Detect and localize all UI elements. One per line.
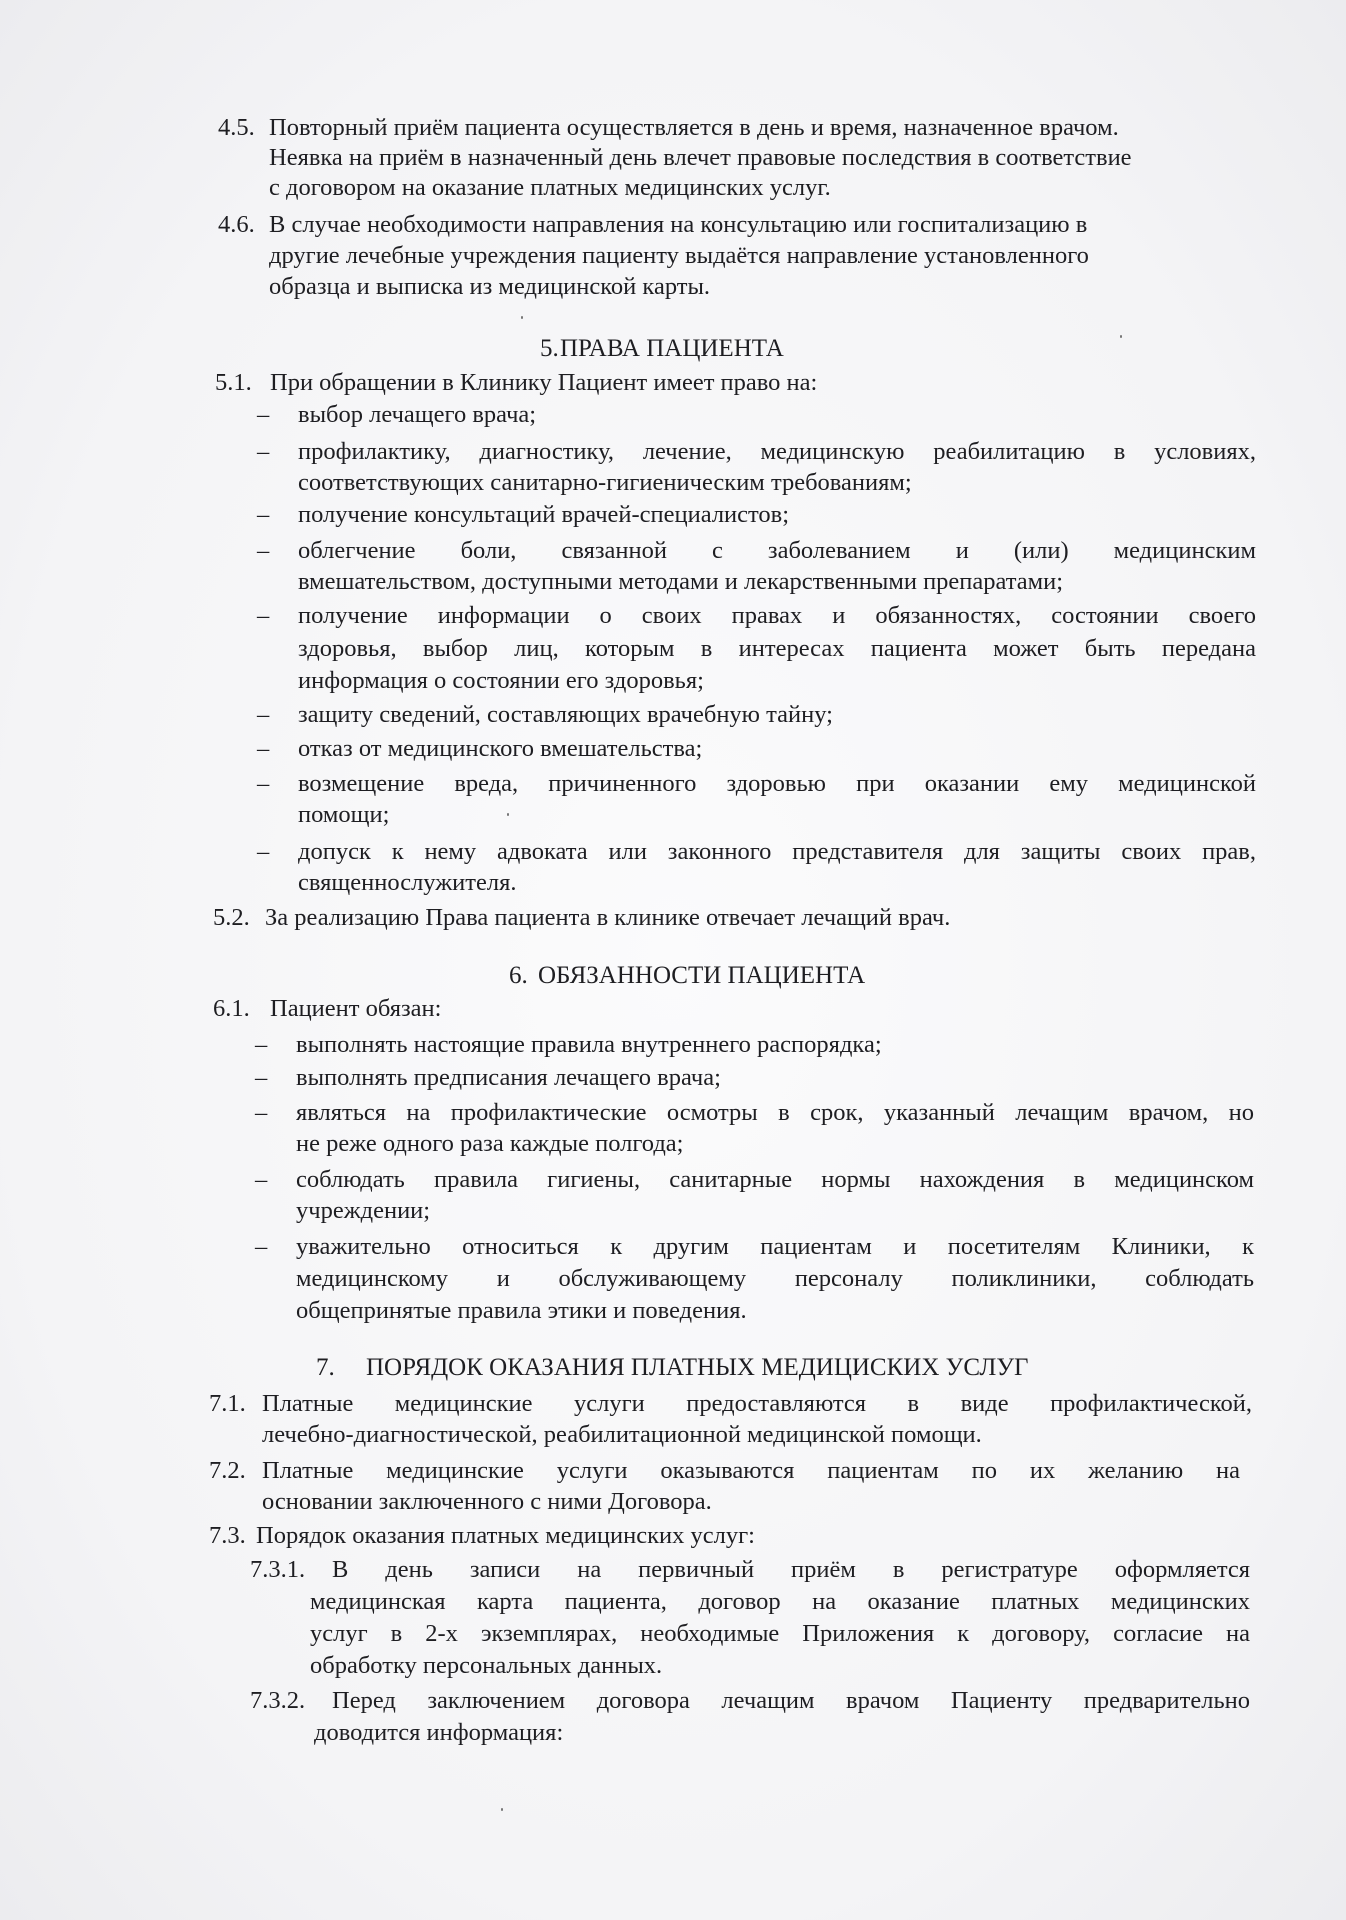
list-item: выполнять настоящие правила внутреннего распорядка; xyxy=(296,1031,882,1058)
clause-number: 7.3. xyxy=(209,1522,246,1549)
clause-text: За реализацию Права пациента в клинике отвечает лечащий врач. xyxy=(265,904,951,931)
clause-number: 4.6. xyxy=(218,211,255,238)
list-item: допуск к нему адвоката или законного представителя для защиты своих прав, xyxy=(298,838,1256,865)
list-item-continuation: вмешательством, доступными методами и лекарственными препаратами; xyxy=(298,568,1064,595)
section-title: ПРАВА ПАЦИЕНТА xyxy=(560,335,784,362)
clause-number: 7.2. xyxy=(209,1457,246,1484)
list-dash: – xyxy=(255,1233,268,1260)
list-item: являться на профилактические осмотры в срок, указанный лечащим врачом, но xyxy=(296,1099,1254,1126)
list-item-continuation: информация о состоянии его здоровья; xyxy=(298,667,704,694)
clause-number: 7.3.1. xyxy=(250,1556,306,1583)
list-item: получение информации о своих правах и обязанностях, состоянии своего xyxy=(298,602,1256,629)
clause-text: Неявка на приём в назначенный день влечет правовые последствия в соответствие xyxy=(269,144,1132,171)
list-item-continuation: соответствующих санитарно-гигиеническим требованиям; xyxy=(298,469,912,496)
clause-text: обработку персональных данных. xyxy=(310,1652,663,1679)
list-item: соблюдать правила гигиены, санитарные нормы нахождения в медицинском xyxy=(296,1166,1254,1193)
list-item-continuation: не реже одного раза каждые полгода; xyxy=(296,1130,684,1157)
clause-number: 5.2. xyxy=(213,904,250,931)
clause-text: Платные медицинские услуги оказываются пациентам по их желанию на xyxy=(262,1457,1240,1484)
list-dash: – xyxy=(257,770,270,797)
clause-text: При обращении в Клинику Пациент имеет право на: xyxy=(270,369,818,396)
list-dash: – xyxy=(255,1166,268,1193)
list-dash: – xyxy=(255,1064,268,1091)
list-dash: – xyxy=(257,537,270,564)
list-item: уважительно относиться к другим пациентам и посетителям Клиники, к xyxy=(296,1233,1254,1260)
clause-text: В день записи на первичный приём в регистратуре оформляется xyxy=(332,1556,1250,1583)
clause-text: с договором на оказание платных медицинских услуг. xyxy=(269,174,831,201)
scan-speck xyxy=(521,316,523,319)
list-item: возмещение вреда, причиненного здоровью при оказании ему медицинской xyxy=(298,770,1256,797)
clause-text: Платные медицинские услуги предоставляются в виде профилактической, xyxy=(262,1390,1252,1417)
list-dash: – xyxy=(257,701,270,728)
list-dash: – xyxy=(255,1099,268,1126)
section-title: ПОРЯДОК ОКАЗАНИЯ ПЛАТНЫХ МЕДИЦИСКИХ УСЛУГ xyxy=(366,1354,1029,1381)
clause-text: Порядок оказания платных медицинских услуг: xyxy=(256,1522,755,1549)
clause-text: услуг в 2-х экземплярах, необходимые Приложения к договору, согласие на xyxy=(310,1620,1250,1647)
clause-number: 7.1. xyxy=(209,1390,246,1417)
clause-text: В случае необходимости направления на консультацию или госпитализацию в xyxy=(269,211,1088,238)
clause-text: другие лечебные учреждения пациенту выдаётся направление установленного xyxy=(269,242,1089,269)
list-dash: – xyxy=(257,838,270,865)
list-item: получение консультаций врачей-специалистов; xyxy=(298,501,790,528)
list-item-continuation: общепринятые правила этики и поведения. xyxy=(296,1297,747,1324)
clause-text: образца и выписка из медицинской карты. xyxy=(269,273,711,300)
list-dash: – xyxy=(257,602,270,629)
list-item: защиту сведений, составляющих врачебную тайну; xyxy=(298,701,833,728)
list-item-continuation: священнослужителя. xyxy=(298,869,517,896)
list-item-continuation: здоровья, выбор лиц, которым в интересах пациента может быть передана xyxy=(298,635,1256,662)
clause-number: 5.1. xyxy=(215,369,252,396)
list-item: выбор лечащего врача; xyxy=(298,401,537,428)
list-item-continuation: учреждении; xyxy=(296,1197,431,1224)
list-dash: – xyxy=(255,1031,268,1058)
clause-text: лечебно-диагностической, реабилитационной медицинской помощи. xyxy=(262,1421,982,1448)
list-item-continuation: помощи; xyxy=(298,801,390,828)
clause-text: основании заключенного с ними Договора. xyxy=(262,1488,712,1515)
section-number: 7. xyxy=(316,1354,335,1381)
clause-text: Перед заключением договора лечащим врачом Пациенту предварительно xyxy=(332,1687,1250,1714)
scan-speck xyxy=(501,1808,503,1811)
list-item-continuation: медицинскому и обслуживающему персоналу поликлиники, соблюдать xyxy=(296,1265,1254,1292)
section-number: 6. xyxy=(509,962,528,989)
list-dash: – xyxy=(257,401,270,428)
clause-text: Повторный приём пациента осуществляется в день и время, назначенное врачом. xyxy=(269,114,1119,141)
scan-speck xyxy=(1120,335,1122,338)
section-number: 5. xyxy=(540,335,559,362)
clause-text: медицинская карта пациента, договор на оказание платных медицинских xyxy=(310,1588,1250,1615)
scan-speck xyxy=(507,813,509,816)
clause-number: 7.3.2. xyxy=(250,1687,306,1714)
section-title: ОБЯЗАННОСТИ ПАЦИЕНТА xyxy=(538,962,866,989)
list-item: профилактику, диагностику, лечение, медицинскую реабилитацию в условиях, xyxy=(298,438,1256,465)
list-dash: – xyxy=(257,501,270,528)
clause-number: 4.5. xyxy=(218,114,255,141)
list-dash: – xyxy=(257,438,270,465)
list-item: выполнять предписания лечащего врача; xyxy=(296,1064,721,1091)
list-dash: – xyxy=(257,735,270,762)
clause-text: доводится информация: xyxy=(314,1719,564,1746)
clause-number: 6.1. xyxy=(213,995,250,1022)
list-item: отказ от медицинского вмешательства; xyxy=(298,735,703,762)
list-item: облегчение боли, связанной с заболеванием и (или) медицинским xyxy=(298,537,1256,564)
clause-text: Пациент обязан: xyxy=(270,995,442,1022)
